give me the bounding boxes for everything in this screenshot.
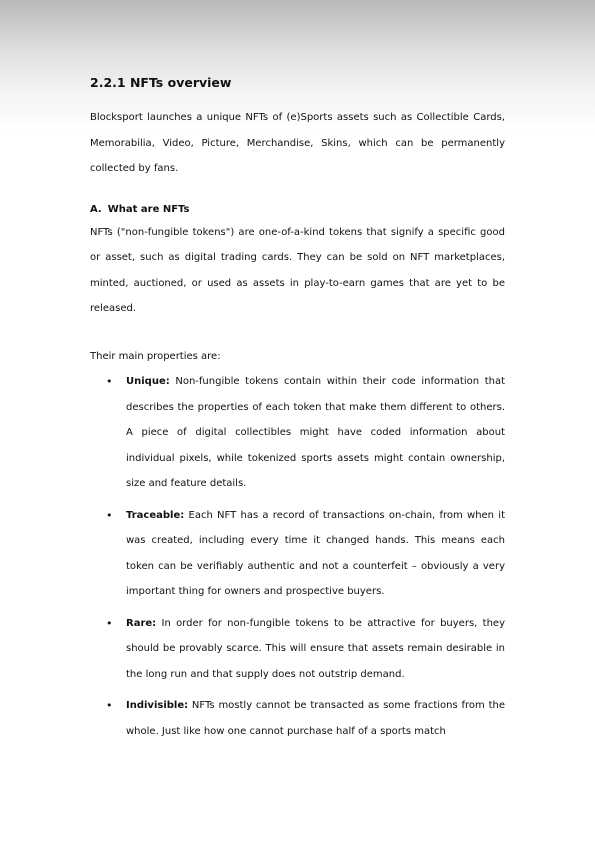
bullet-icon: • bbox=[106, 699, 113, 712]
properties-lead: Their main properties are: bbox=[90, 350, 221, 362]
property-term: Rare: bbox=[126, 617, 157, 629]
property-text: NFTs mostly cannot be transacted as some fractions from the whole. Just like how one cannot purchase half of a sports match bbox=[126, 700, 505, 737]
property-item-rare bbox=[90, 611, 505, 688]
property-text: In order for non-fungible tokens to be attractive for buyers, they should be provably scarce. This will ensure that assets remain desirable in the long run and that supply does not outstrip demand. bbox=[126, 617, 505, 680]
property-item-unique bbox=[90, 369, 505, 497]
property-term: Traceable: bbox=[126, 509, 185, 521]
subsection-heading bbox=[90, 200, 505, 220]
bullet-icon: • bbox=[106, 508, 113, 522]
intro-paragraph: Blocksport launches a unique NFTs of (e)Sports assets such as Collectible Cards, Memorabilia, Video, Picture, Merchandise, Skins, which can be permanently collected by fans. bbox=[90, 112, 505, 174]
document-page bbox=[90, 74, 505, 750]
properties-list bbox=[90, 369, 505, 744]
subsection-title: What are NFTs bbox=[107, 203, 190, 215]
section-heading: 2.2.1 NFTs overview bbox=[90, 75, 232, 90]
subsection-label: A. bbox=[90, 203, 102, 215]
property-term: Unique: bbox=[126, 376, 170, 387]
property-term: Indivisible: bbox=[126, 700, 189, 711]
property-item-indivisible bbox=[90, 693, 505, 744]
property-text: Each NFT has a record of transactions on-chain, from when it was created, including every time it changed hands. This means each token can be verifiably authentic and not a counterfeit – obviously a very important thing for owners and prospective buyers. bbox=[126, 509, 505, 597]
bullet-icon: • bbox=[106, 616, 113, 630]
property-text: Non-fungible tokens contain within their code information that describes the properties of each token that make them different to others. A piece of digital collectibles might have coded information about individual pixels, while tokenized sports assets might contain ownership, size and feature details. bbox=[126, 376, 505, 489]
property-item-traceable bbox=[90, 503, 505, 605]
bullet-icon: • bbox=[106, 375, 113, 388]
nft-definition-paragraph: NFTs ("non-fungible tokens") are one-of-a-kind tokens that signify a specific good or asset, such as digital trading cards. They can be sold on NFT marketplaces, minted, auctioned, or used as assets in play-to-earn games that are yet to be released. bbox=[90, 226, 505, 314]
